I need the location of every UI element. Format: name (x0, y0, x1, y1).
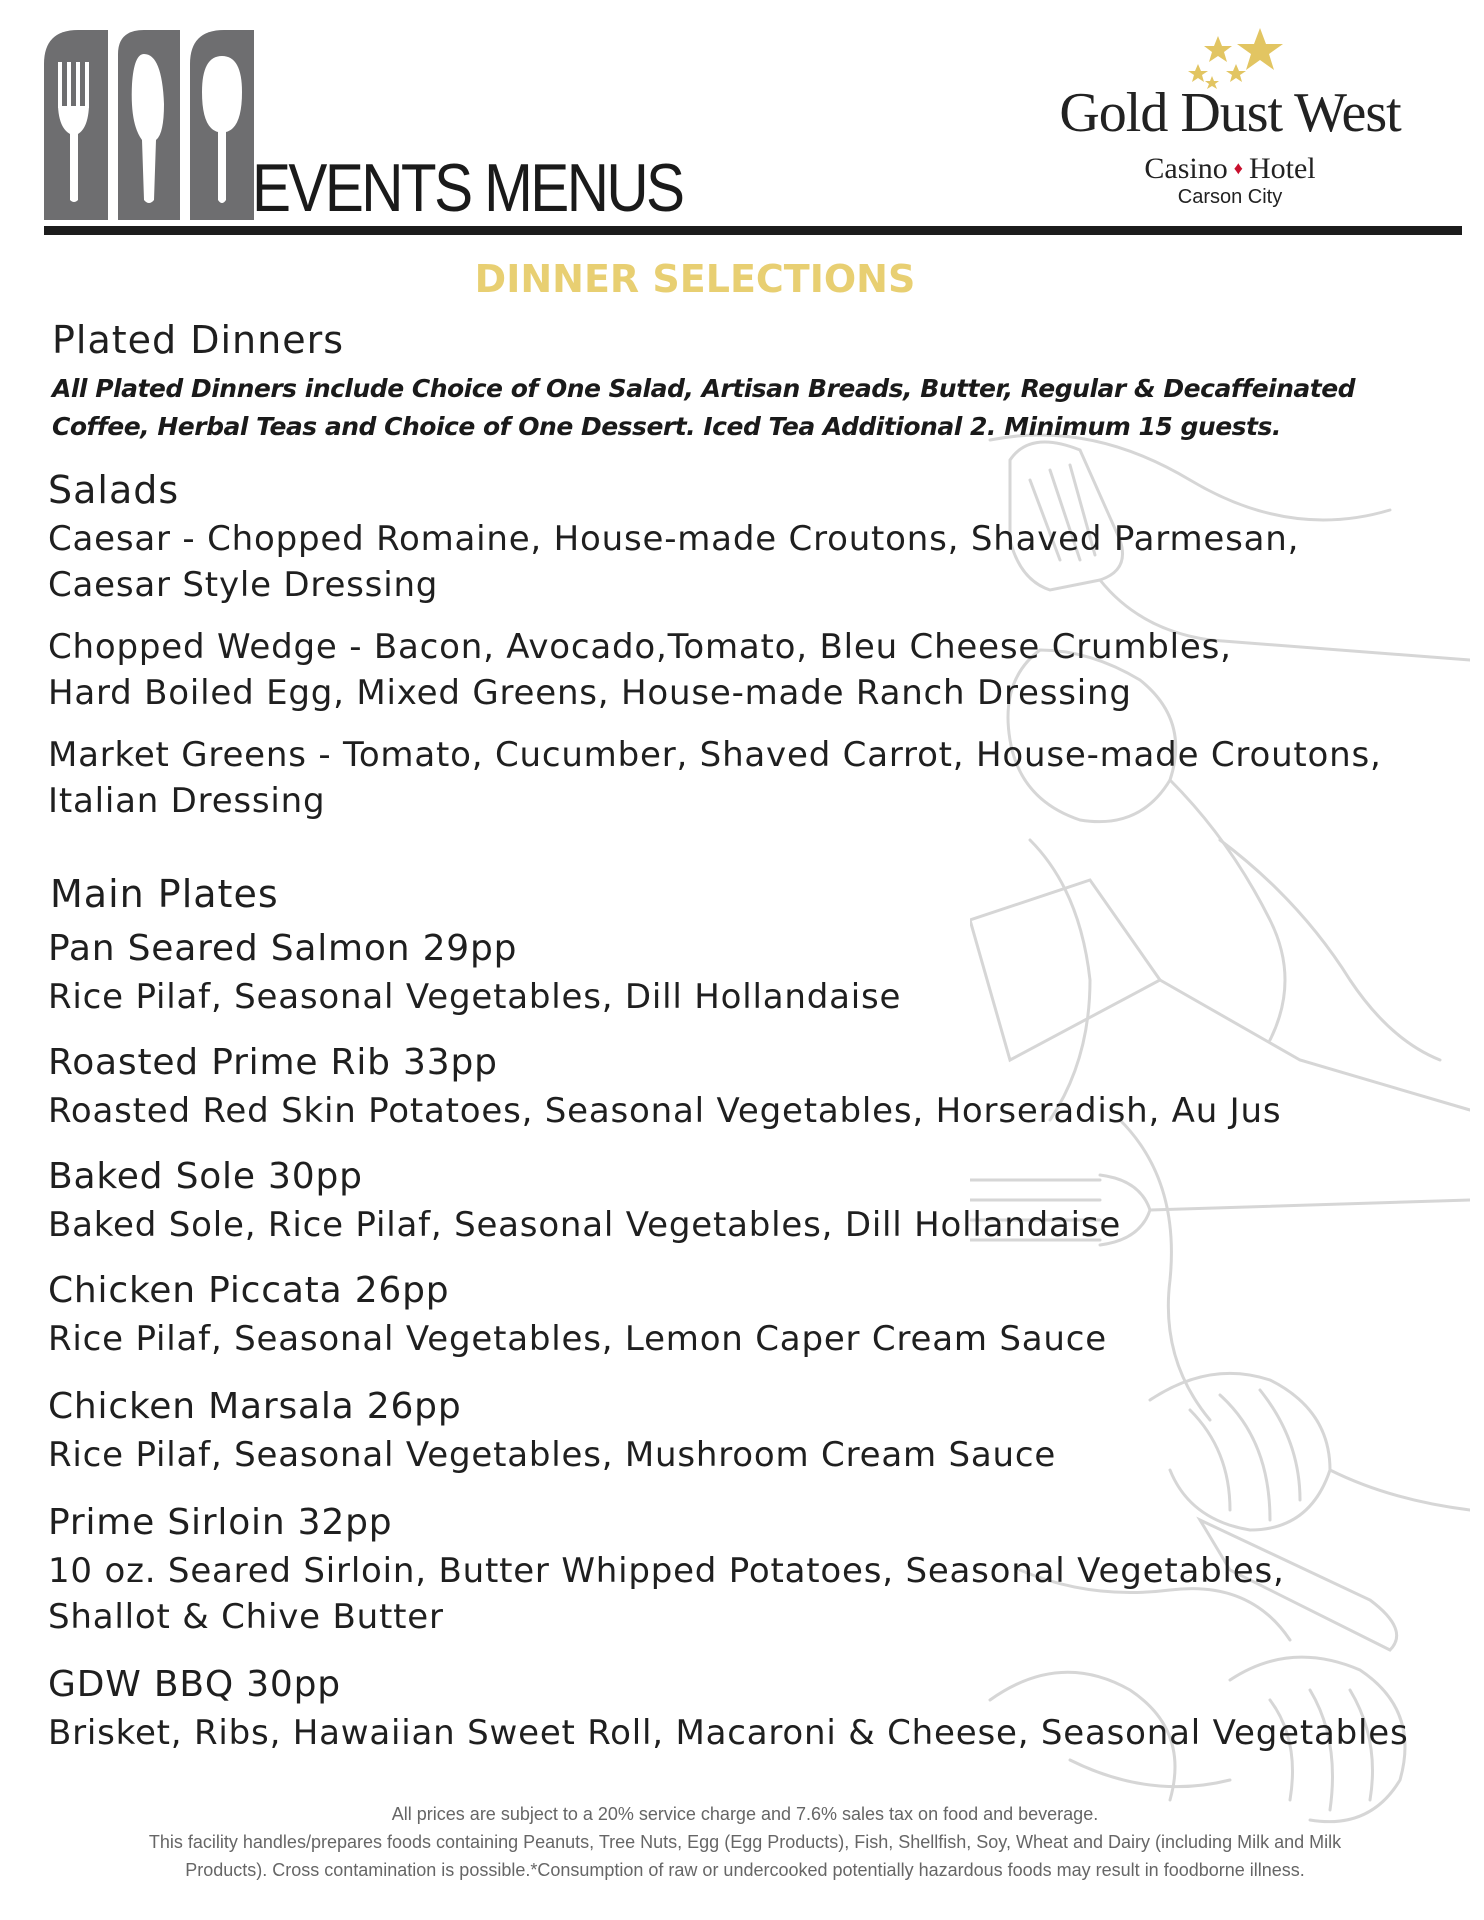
diamond-icon: ♦ (1233, 158, 1243, 178)
footer-line: This facility handles/prepares foods containing Peanuts, Tree Nuts, Egg (Egg Products), Fish, Shellfish, Soy, Wheat and Dairy (including Milk and Milk (148, 1832, 1342, 1852)
main-item-name: Chicken Piccata 26pp (48, 1270, 450, 1311)
main-plates-heading: Main Plates (50, 872, 279, 916)
main-item-desc: Roasted Red Skin Potatoes, Seasonal Vegetables, Horseradish, Au Jus (48, 1091, 1282, 1131)
salad-wedge-line2: Hard Boiled Egg, Mixed Greens, House-made Ranch Dressing (48, 673, 1132, 713)
brand-subtitle (1030, 150, 1430, 187)
salad-market-line1: Market Greens - Tomato, Cucumber, Shaved Carrot, House-made Croutons, (48, 735, 1382, 775)
main-item-desc: Rice Pilaf, Seasonal Vegetables, Lemon Caper Cream Sauce (48, 1319, 1107, 1359)
main-item-desc-cont: Shallot & Chive Butter (48, 1597, 444, 1637)
footer-line: All prices are subject to a 20% service charge and 7.6% sales tax on food and beverage. (391, 1804, 1099, 1824)
main-item-name: Roasted Prime Rib 33pp (48, 1042, 498, 1083)
salad-caesar-line1: Caesar - Chopped Romaine, House-made Croutons, Shaved Parmesan, (48, 519, 1300, 559)
salads-heading: Salads (48, 468, 180, 512)
main-item-desc: Rice Pilaf, Seasonal Vegetables, Mushroom Cream Sauce (48, 1435, 1057, 1475)
main-item-desc: Brisket, Ribs, Hawaiian Sweet Roll, Macaroni & Cheese, Seasonal Vegetables (48, 1713, 1409, 1753)
events-logo-utensils (44, 24, 254, 220)
plated-dinners-intro: All Plated Dinners include Choice of One Salad, Artisan Breads, Butter, Regular & Decaffeinated Coffee, Herbal Teas and Choice of One Dessert. Iced Tea Additional 2. Minimum 15 guests. (52, 374, 1356, 441)
main-item-desc: 10 oz. Seared Sirloin, Butter Whipped Potatoes, Seasonal Vegetables, (48, 1551, 1285, 1591)
section-title: DINNER SELECTIONS (474, 257, 916, 301)
page-title: EVENTS MENUS (252, 150, 683, 226)
main-item-name: Pan Seared Salmon 29pp (48, 928, 518, 969)
brand-name: Gold Dust West (1059, 82, 1401, 144)
footer-disclaimer (60, 1800, 1430, 1884)
main-item-name: GDW BBQ 30pp (48, 1664, 341, 1705)
brand-city: Carson City (1177, 186, 1283, 208)
main-item-name: Baked Sole 30pp (48, 1156, 363, 1197)
main-item-desc: Rice Pilaf, Seasonal Vegetables, Dill Hollandaise (48, 977, 902, 1017)
brand-logo (1030, 24, 1430, 214)
salad-caesar-line2: Caesar Style Dressing (48, 565, 439, 605)
header-rule (44, 226, 1462, 235)
brand-hotel: Hotel (1248, 152, 1316, 185)
main-item-desc: Baked Sole, Rice Pilaf, Seasonal Vegetables, Dill Hollandaise (48, 1205, 1122, 1245)
footer-line: Products). Cross contamination is possible.*Consumption of raw or undercooked potentially hazardous foods may result in foodborne illness. (185, 1860, 1305, 1880)
plated-dinners-heading: Plated Dinners (52, 318, 345, 362)
salad-wedge-line1: Chopped Wedge - Bacon, Avocado,Tomato, Bleu Cheese Crumbles, (48, 627, 1232, 667)
salad-market-line2: Italian Dressing (48, 781, 326, 821)
main-item-name: Prime Sirloin 32pp (48, 1502, 393, 1543)
main-item-name: Chicken Marsala 26pp (48, 1386, 462, 1427)
brand-casino: Casino (1144, 152, 1228, 185)
